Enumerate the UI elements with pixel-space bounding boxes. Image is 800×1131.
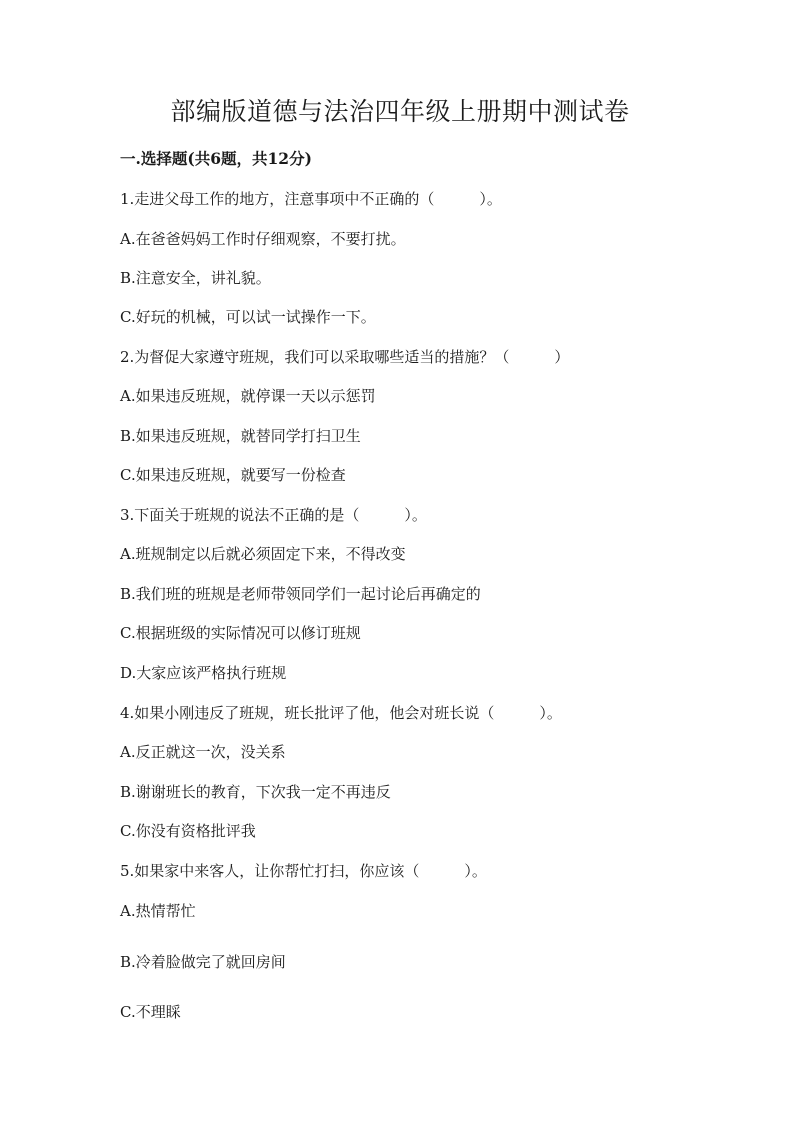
question-3-option-c: C.根据班级的实际情况可以修订班规: [120, 624, 361, 642]
question-3-option-a: A.班规制定以后就必须固定下来，不得改变: [120, 545, 406, 563]
question-3-stem: 3.下面关于班规的说法不正确的是（ ）。: [120, 506, 427, 524]
section-heading: 一.选择题(共6题，共12分): [120, 149, 312, 168]
question-4-option-b: B.谢谢班长的教育，下次我一定不再违反: [120, 783, 391, 801]
page-title: 部编版道德与法治四年级上册期中测试卷: [170, 97, 630, 126]
question-3-option-b: B.我们班的班规是老师带领同学们一起讨论后再确定的: [120, 585, 481, 603]
question-5-stem: 5.如果家中来客人，让你帮忙打扫，你应该（ ）。: [120, 862, 487, 880]
question-5-option-b: B.冷着脸做完了就回房间: [120, 953, 286, 971]
question-2-option-b: B.如果违反班规，就替同学打扫卫生: [120, 427, 361, 445]
question-2-stem: 2.为督促大家遵守班规，我们可以采取哪些适当的措施？（ ）: [120, 348, 570, 366]
question-1-stem: 1.走进父母工作的地方，注意事项中不正确的（ ）。: [120, 190, 502, 208]
question-2-option-a: A.如果违反班规，就停课一天以示惩罚: [120, 387, 376, 405]
question-1-option-a: A.在爸爸妈妈工作时仔细观察，不要打扰。: [120, 230, 406, 248]
question-3-option-d: D.大家应该严格执行班规: [120, 664, 287, 682]
question-2-option-c: C.如果违反班规，就要写一份检查: [120, 466, 346, 484]
question-1-option-c: C.好玩的机械，可以试一试操作一下。: [120, 308, 376, 326]
question-5-option-a: A.热情帮忙: [120, 902, 196, 920]
question-1-option-b: B.注意安全，讲礼貌。: [120, 269, 271, 287]
question-4-option-c: C.你没有资格批评我: [120, 822, 256, 840]
question-4-option-a: A.反正就这一次，没关系: [120, 743, 286, 761]
question-5-option-c: C.不理睬: [120, 1003, 181, 1021]
question-4-stem: 4.如果小刚违反了班规，班长批评了他，他会对班长说（ ）。: [120, 704, 562, 722]
